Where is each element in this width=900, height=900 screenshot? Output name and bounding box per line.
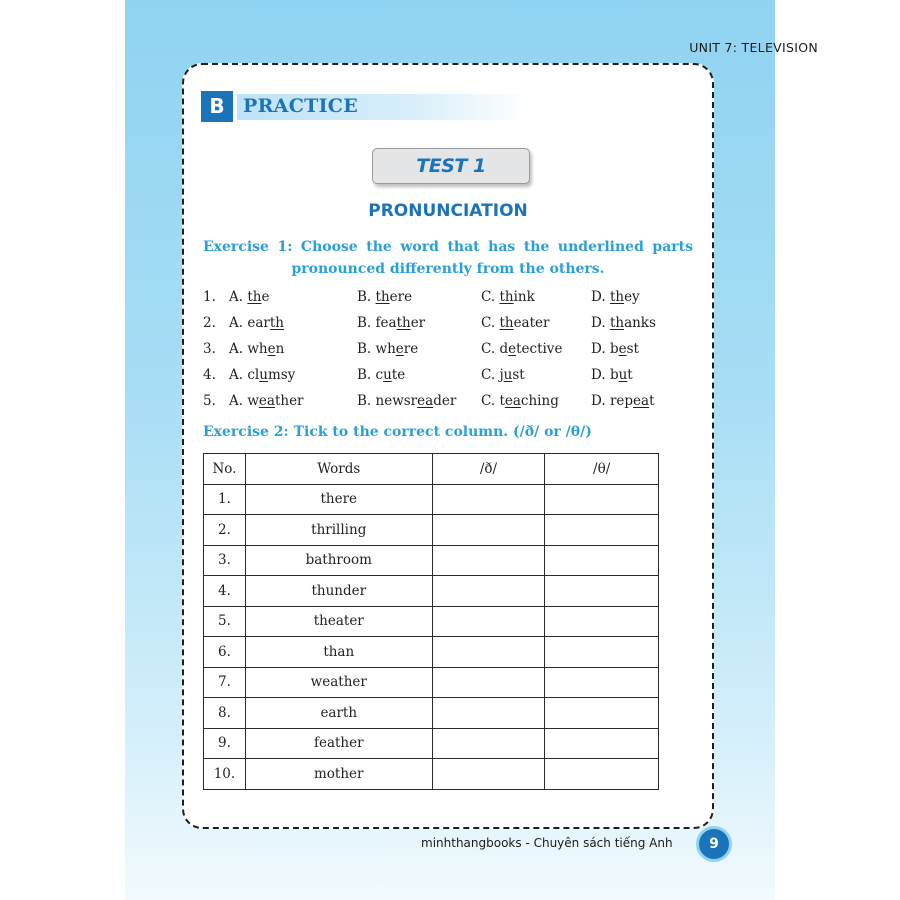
- option-text: ink: [513, 289, 535, 305]
- table-row: [204, 698, 659, 729]
- option-text: D.: [591, 367, 610, 383]
- option-text: ear: [247, 315, 270, 331]
- underlined-part: u: [618, 367, 628, 383]
- voiceless-th-tick-cell[interactable]: [545, 698, 659, 729]
- option-text: t: [649, 393, 655, 409]
- underlined-part: th: [396, 315, 411, 331]
- answer-option: [357, 341, 418, 357]
- option-text: re: [403, 341, 419, 357]
- option-text: C.: [481, 367, 500, 383]
- table-row: [204, 576, 659, 607]
- table-header-row: [204, 454, 659, 485]
- header-words: Words: [245, 454, 432, 485]
- publisher-footer: minhthangbooks - Chuyên sách tiếng Anh: [421, 836, 673, 850]
- answer-option: [229, 341, 284, 357]
- voiced-th-tick-cell[interactable]: [432, 576, 545, 607]
- answer-option: [591, 393, 655, 409]
- option-text: C.: [481, 341, 500, 357]
- option-text: ere: [389, 289, 413, 305]
- option-text: tective: [516, 341, 563, 357]
- option-text: A.: [229, 315, 248, 331]
- answer-option: [591, 341, 639, 357]
- row-number: 3.: [204, 545, 246, 576]
- voiced-th-tick-cell[interactable]: [432, 484, 545, 515]
- row-word: mother: [245, 759, 432, 790]
- voiced-th-tick-cell[interactable]: [432, 728, 545, 759]
- option-text: n: [275, 341, 285, 357]
- question-number: 3.: [203, 341, 216, 357]
- underlined-part: th: [609, 315, 625, 331]
- row-number: 9.: [204, 728, 246, 759]
- voiceless-th-tick-cell[interactable]: [545, 484, 659, 515]
- option-text: D.: [591, 289, 610, 305]
- option-text: B.: [357, 289, 376, 305]
- exercise2-table: [203, 453, 659, 790]
- voiced-th-tick-cell[interactable]: [432, 545, 545, 576]
- row-word: theater: [245, 606, 432, 637]
- answer-option: [481, 393, 559, 409]
- voiceless-th-tick-cell[interactable]: [545, 759, 659, 790]
- header-voiceless-th: /θ/: [545, 454, 659, 485]
- answer-option: [591, 367, 633, 383]
- answer-option: [591, 315, 656, 331]
- table-row: [204, 759, 659, 790]
- voiceless-th-tick-cell[interactable]: [545, 667, 659, 698]
- answer-option: [229, 289, 269, 305]
- question-number: 5.: [203, 393, 216, 409]
- option-text: c: [375, 367, 384, 383]
- unit-title: UNIT 7: TELEVISION: [689, 40, 818, 55]
- pronunciation-title: PRONUNCIATION: [368, 201, 528, 221]
- voiceless-th-tick-cell[interactable]: [545, 637, 659, 668]
- answer-option: [229, 315, 284, 331]
- table-row: [204, 484, 659, 515]
- exercise1-instruction-line1: Exercise 1: Choose the word that has the underlined parts: [203, 239, 693, 255]
- option-text: C.: [481, 393, 500, 409]
- voiced-th-tick-cell[interactable]: [432, 759, 545, 790]
- voiced-th-tick-cell[interactable]: [432, 698, 545, 729]
- option-text: ey: [624, 289, 640, 305]
- question-number: 4.: [203, 367, 216, 383]
- answer-option: [481, 367, 525, 383]
- option-text: t: [627, 367, 633, 383]
- table-row: [204, 667, 659, 698]
- underlined-part: u: [383, 367, 392, 383]
- answer-option: [481, 341, 562, 357]
- underlined-part: ea: [258, 393, 275, 409]
- voiceless-th-tick-cell[interactable]: [545, 515, 659, 546]
- answer-option: [229, 367, 295, 383]
- row-number: 4.: [204, 576, 246, 607]
- option-text: ching: [520, 393, 559, 409]
- answer-option: [357, 289, 412, 305]
- answer-option: [357, 367, 405, 383]
- option-text: wh: [375, 341, 396, 357]
- option-text: A.: [229, 341, 248, 357]
- underlined-part: th: [269, 315, 284, 331]
- option-text: D.: [591, 315, 610, 331]
- row-word: weather: [245, 667, 432, 698]
- answer-option: [481, 315, 549, 331]
- row-number: 8.: [204, 698, 246, 729]
- option-text: b: [609, 341, 619, 357]
- option-text: cl: [247, 367, 260, 383]
- row-word: there: [245, 484, 432, 515]
- row-word: earth: [245, 698, 432, 729]
- option-text: D.: [591, 393, 610, 409]
- option-text: msy: [267, 367, 296, 383]
- underlined-part: u: [259, 367, 268, 383]
- exercise1-instruction-line2: pronounced differently from the others.: [291, 261, 605, 277]
- section-title: PRACTICE: [243, 95, 358, 117]
- option-text: D.: [591, 341, 610, 357]
- underlined-part: e: [618, 341, 627, 357]
- option-text: B.: [357, 393, 376, 409]
- underlined-part: e: [395, 341, 404, 357]
- table-row: [204, 606, 659, 637]
- answer-option: [591, 289, 640, 305]
- test-label: TEST 1: [372, 148, 530, 184]
- underlined-part: th: [247, 289, 262, 305]
- header-voiced-th: /ð/: [432, 454, 545, 485]
- answer-option: [481, 289, 535, 305]
- option-text: B.: [357, 315, 376, 331]
- option-text: wh: [247, 341, 268, 357]
- table-row: [204, 637, 659, 668]
- voiced-th-tick-cell[interactable]: [432, 637, 545, 668]
- option-text: B.: [357, 367, 376, 383]
- option-text: j: [499, 367, 504, 383]
- underlined-part: th: [499, 289, 514, 305]
- option-text: b: [609, 367, 619, 383]
- exercise2-instruction: Exercise 2: Tick to the correct column. (/ð/ or /θ/): [203, 424, 592, 440]
- row-number: 1.: [204, 484, 246, 515]
- underlined-part: ea: [504, 393, 521, 409]
- option-text: der: [433, 393, 457, 409]
- voiceless-th-tick-cell[interactable]: [545, 545, 659, 576]
- row-word: thrilling: [245, 515, 432, 546]
- voiceless-th-tick-cell[interactable]: [545, 606, 659, 637]
- underlined-part: th: [609, 289, 625, 305]
- underlined-part: e: [508, 341, 517, 357]
- option-text: e: [261, 289, 270, 305]
- question-number: 1.: [203, 289, 216, 305]
- option-text: A.: [229, 289, 248, 305]
- option-text: er: [410, 315, 426, 331]
- row-word: feather: [245, 728, 432, 759]
- option-text: rep: [609, 393, 634, 409]
- option-text: eater: [513, 315, 550, 331]
- table-row: [204, 515, 659, 546]
- row-word: bathroom: [245, 545, 432, 576]
- answer-option: [357, 315, 425, 331]
- option-text: A.: [229, 367, 248, 383]
- option-text: st: [626, 341, 639, 357]
- option-text: te: [391, 367, 406, 383]
- row-number: 5.: [204, 606, 246, 637]
- underlined-part: ea: [417, 393, 434, 409]
- page-number: 9: [696, 826, 732, 862]
- header-no: No.: [204, 454, 246, 485]
- option-text: A.: [229, 393, 248, 409]
- option-text: d: [499, 341, 509, 357]
- voiced-th-tick-cell[interactable]: [432, 606, 545, 637]
- option-text: anks: [624, 315, 656, 331]
- answer-option: [357, 393, 456, 409]
- voiced-th-tick-cell[interactable]: [432, 667, 545, 698]
- voiceless-th-tick-cell[interactable]: [545, 728, 659, 759]
- question-number: 2.: [203, 315, 216, 331]
- option-text: C.: [481, 289, 500, 305]
- underlined-part: th: [375, 289, 390, 305]
- option-text: ther: [274, 393, 304, 409]
- row-number: 7.: [204, 667, 246, 698]
- voiced-th-tick-cell[interactable]: [432, 515, 545, 546]
- option-text: C.: [481, 315, 500, 331]
- table-row: [204, 728, 659, 759]
- option-text: fea: [375, 315, 397, 331]
- option-text: newsr: [375, 393, 418, 409]
- row-number: 6.: [204, 637, 246, 668]
- option-text: B.: [357, 341, 376, 357]
- option-text: t: [499, 393, 505, 409]
- row-number: 10.: [204, 759, 246, 790]
- row-word: thunder: [245, 576, 432, 607]
- option-text: w: [247, 393, 259, 409]
- voiceless-th-tick-cell[interactable]: [545, 576, 659, 607]
- underlined-part: u: [503, 367, 513, 383]
- row-word: than: [245, 637, 432, 668]
- underlined-part: e: [267, 341, 276, 357]
- underlined-part: ea: [633, 393, 650, 409]
- answer-option: [229, 393, 304, 409]
- table-row: [204, 545, 659, 576]
- row-number: 2.: [204, 515, 246, 546]
- option-text: st: [512, 367, 525, 383]
- underlined-part: th: [499, 315, 514, 331]
- section-badge: B: [201, 91, 233, 122]
